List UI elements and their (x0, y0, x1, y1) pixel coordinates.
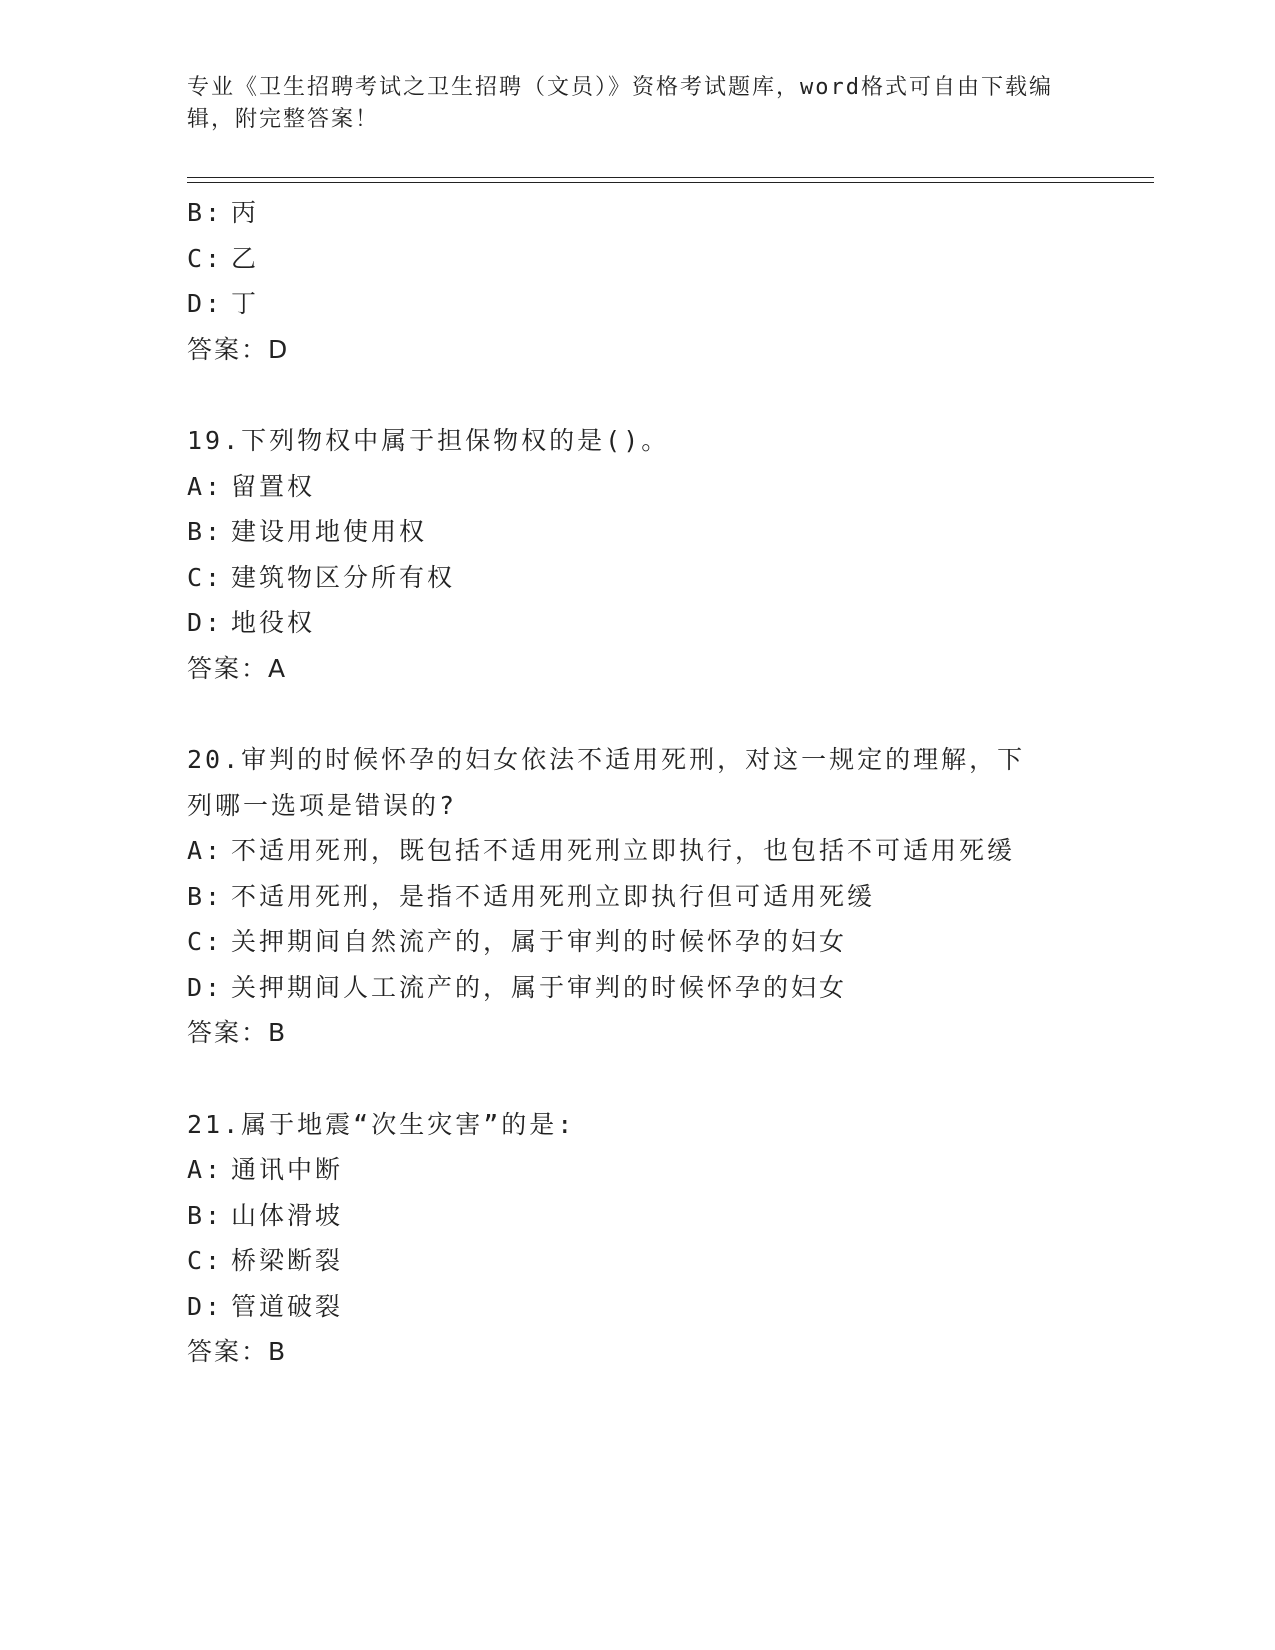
header-divider-top (187, 177, 1154, 178)
option-a: A: 不适用死刑，既包括不适用死刑立即执行，也包括不可适用死缓 (187, 836, 1016, 865)
answer: 答案：B (187, 1337, 288, 1366)
option-d: D: 地役权 (187, 608, 316, 637)
partial-question (187, 190, 1087, 372)
option-d: D: 管道破裂 (187, 1291, 344, 1321)
question-21 (187, 1102, 1087, 1375)
option-a: A: 留置权 (187, 471, 316, 501)
answer: 答案：B (187, 1018, 288, 1047)
option-b: B: 丙 (187, 198, 260, 227)
option-b: B: 不适用死刑，是指不适用死刑立即执行但可适用死缓 (187, 881, 876, 911)
question-19 (187, 418, 1087, 691)
option-b: B: 建设用地使用权 (187, 517, 428, 546)
question-stem: 20.审判的时候怀孕的妇女依法不适用死刑，对这一规定的理解，下列哪一选项是错误的? (187, 745, 1026, 820)
option-a: A: 通讯中断 (187, 1155, 344, 1184)
document-header: 专业《卫生招聘考试之卫生招聘（文员）》资格考试题库，word格式可自由下载编辑，附完整答案！ (187, 75, 1053, 132)
question-stem: 21.属于地震“次生灾害”的是: (187, 1109, 576, 1139)
option-d: D: 关押期间人工流产的，属于审判的时候怀孕的妇女 (187, 972, 848, 1002)
answer: 答案：D (187, 334, 290, 364)
question-20 (187, 737, 1087, 1056)
answer: 答案：A (187, 653, 288, 683)
question-content (187, 190, 1087, 1375)
option-c: C: 关押期间自然流产的，属于审判的时候怀孕的妇女 (187, 927, 848, 956)
question-stem: 19.下列物权中属于担保物权的是()。 (187, 426, 670, 455)
option-c: C: 乙 (187, 243, 260, 273)
option-c: C: 桥梁断裂 (187, 1246, 344, 1275)
option-b: B: 山体滑坡 (187, 1200, 344, 1230)
option-c: C: 建筑物区分所有权 (187, 562, 456, 592)
header-divider-bottom (187, 182, 1154, 183)
option-d: D: 丁 (187, 289, 260, 318)
